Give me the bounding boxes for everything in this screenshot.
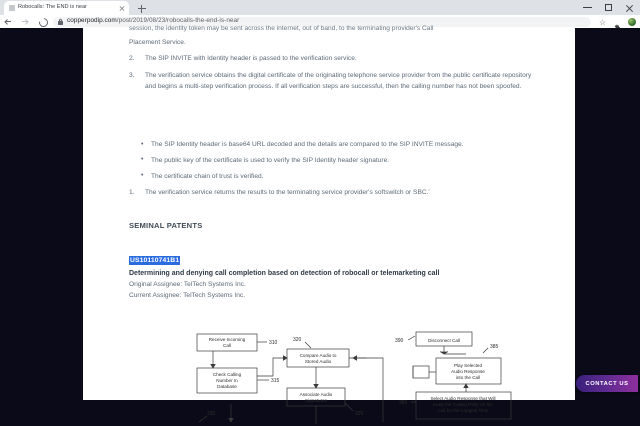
figure-ref-320: 320: [293, 337, 302, 343]
svg-text:Play Selected: Play Selected: [453, 363, 483, 368]
browser-tab[interactable]: [4, 1, 129, 15]
svg-text:Audio Response: Audio Response: [451, 369, 485, 374]
svg-text:Stored Audio: Stored Audio: [304, 359, 332, 364]
svg-text:Receive Incoming: Receive Incoming: [208, 337, 246, 342]
list-item: [141, 172, 539, 182]
figure-ref-325: 325: [355, 411, 364, 417]
list-item-text: The public key of the certificate is used to verify the SIP Identity header signature.: [151, 156, 390, 164]
reload-icon: [37, 16, 50, 29]
close-window-button[interactable]: [619, 0, 640, 15]
bookmark-button[interactable]: [595, 15, 610, 28]
svg-text:Compare Audio to: Compare Audio to: [299, 353, 337, 358]
star-icon: ☆: [599, 17, 607, 27]
patent-entry: [129, 256, 549, 301]
list-item: [141, 140, 539, 150]
patent-figure-svg: [183, 326, 543, 426]
bullet-marker: •: [141, 140, 144, 148]
figure-ref-330: 330: [207, 411, 216, 417]
figure-ref-315: 315: [271, 378, 280, 384]
patent-title: Determining and denying call completion based on detection of robocall or telemarketing call: [129, 269, 440, 277]
svg-text:Associate Audio: Associate Audio: [299, 392, 333, 397]
list-marker: 3.: [129, 72, 135, 80]
svg-text:Number In: Number In: [216, 378, 238, 383]
list-item-text: The SIP INVITE with Identity header is passed to the verification service.: [145, 55, 357, 62]
clipped-paragraph-top: session, the identity token may be sent across the internet, out of band, to the terminating provider's Call: [129, 25, 434, 32]
new-tab-button[interactable]: [136, 3, 147, 14]
svg-text:into the Call: into the Call: [455, 375, 481, 380]
tab-strip: [0, 0, 640, 15]
patent-current-assignee: Current Assignee: TelTech Systems Inc.: [129, 291, 246, 299]
avatar: [628, 18, 636, 26]
bullet-marker: •: [141, 156, 144, 164]
profile-button[interactable]: [625, 15, 640, 28]
svg-text:Disconnect Call: Disconnect Call: [428, 338, 460, 343]
figure-ref-380: 380: [399, 400, 408, 406]
forward-arrow-icon: [22, 19, 28, 25]
favicon-icon: [9, 5, 15, 11]
contact-us-button[interactable]: CONTACT US: [576, 375, 638, 392]
bullet-marker: •: [141, 172, 144, 180]
svg-text:Signatures: Signatures: [305, 398, 327, 403]
page-viewport: [0, 25, 640, 417]
patent-figure: [183, 326, 543, 426]
puzzle-icon: [614, 18, 621, 25]
list-item-text: The verification service returns the results to the terminating service provider's softswitch or SBC.': [145, 189, 430, 196]
list-item-text: The SIP Identity header is base64 URL decoded and the details are compared to the SIP INVITE message.: [151, 141, 464, 148]
figure-ref-390: 390: [395, 338, 404, 344]
reload-button[interactable]: [34, 15, 51, 28]
back-button[interactable]: [0, 15, 17, 28]
back-arrow-icon: [5, 19, 11, 25]
list-item: [129, 71, 537, 92]
figure-ref-385: 385: [490, 344, 499, 350]
list-item-text: The verification service obtains the digital certificate of the originating telephone service provider from the public certificate repository and begins a multi-step verification process. If all verification steps are successful, then the calling number has not been spoofed.: [145, 72, 532, 90]
list-item: [141, 156, 539, 166]
svg-text:Call for the Longest Time: Call for the Longest Time: [437, 408, 489, 413]
numbered-list-b: [129, 188, 537, 205]
list-marker: 1.: [129, 189, 135, 196]
svg-text:Call: Call: [223, 343, 231, 348]
list-item-text: The certificate chain of trust is verified.: [151, 172, 264, 180]
svg-text:Select Audio Response that Wil: Select Audio Response that Will: [430, 396, 496, 401]
paragraph-continuation: Placement Service.: [129, 39, 186, 46]
minimize-window-button[interactable]: [577, 0, 598, 15]
extensions-button[interactable]: [610, 15, 625, 28]
svg-text:Keep the Calling Party on the: Keep the Calling Party on the: [433, 402, 493, 407]
bullet-list: [141, 140, 539, 187]
figure-ref-310: 310: [269, 340, 278, 346]
svg-text:Database: Database: [217, 384, 237, 389]
list-item: [129, 188, 537, 198]
address-bar-url: copperpodip.com/post/2019/08/23/robocalls-the-end-is-near: [67, 17, 240, 25]
list-marker: 2.: [129, 55, 135, 62]
numbered-list-a: [129, 54, 537, 99]
section-heading: SEMINAL PATENTS: [129, 221, 203, 230]
lock-icon: [58, 19, 63, 25]
article-sheet: [83, 25, 575, 417]
window-controls: [577, 0, 640, 15]
list-item: [129, 54, 537, 64]
patent-original-assignee: Original Assignee: TelTech Systems Inc.: [129, 280, 246, 288]
maximize-window-button[interactable]: [598, 0, 619, 15]
patent-number-highlighted[interactable]: US10110741B1: [130, 257, 180, 264]
svg-text:Check Calling: Check Calling: [212, 372, 242, 377]
tab-title: Robocalls: The END is near: [18, 4, 87, 11]
forward-button[interactable]: [17, 15, 34, 28]
close-tab-icon[interactable]: [118, 4, 126, 12]
